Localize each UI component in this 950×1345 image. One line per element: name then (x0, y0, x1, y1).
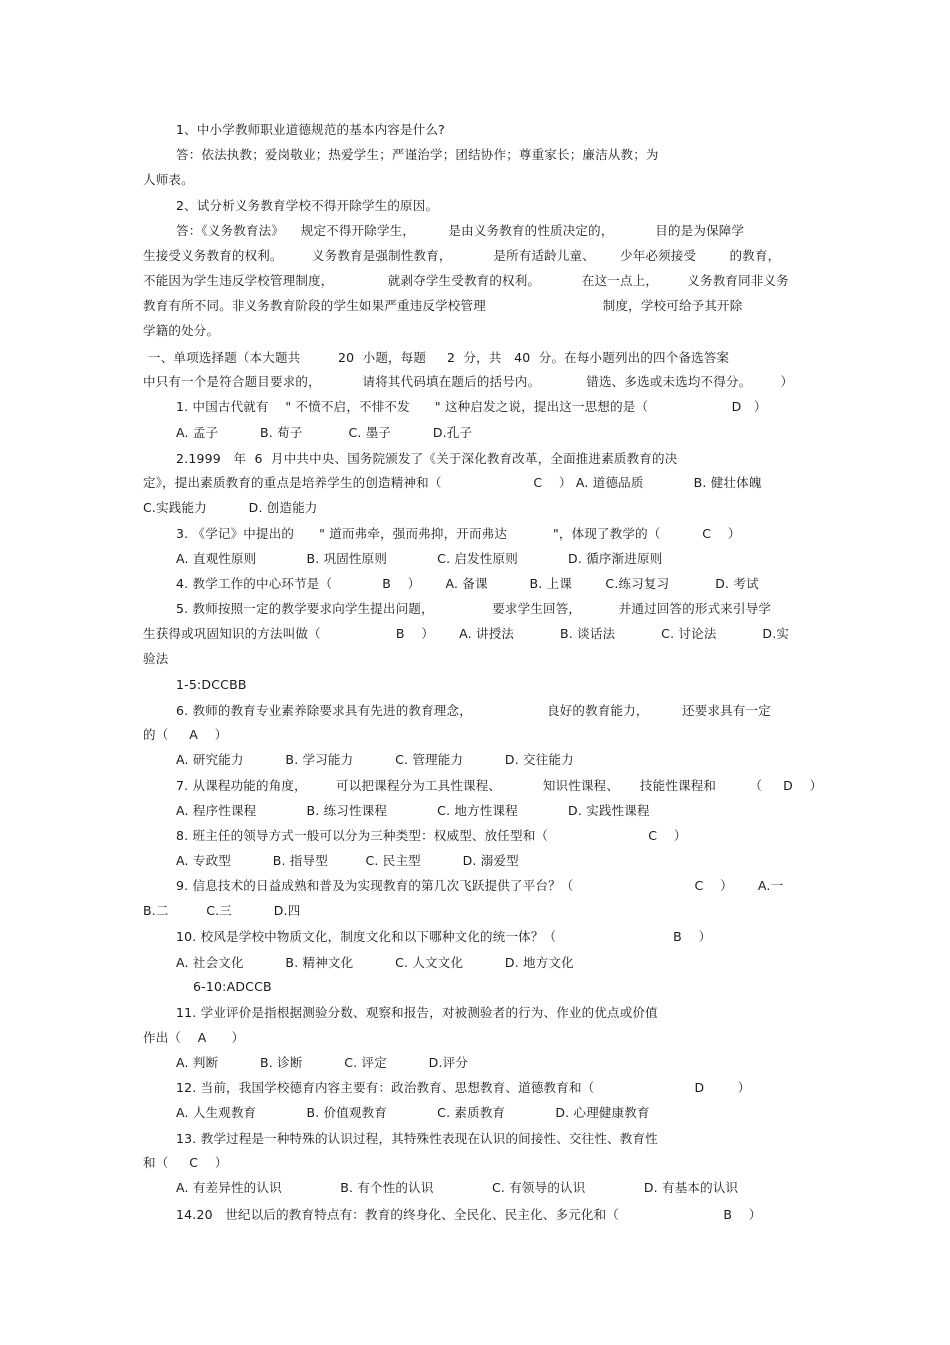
mcq-13-options: A. 有差异性的认识 B. 有个性的认识 C. 有领导的认识 D. 有基本的认识 (176, 1180, 739, 1195)
q2-answer-line5: 学籍的处分。 (143, 323, 220, 338)
mcq-2-line3: C.实践能力 D. 创造能力 (143, 500, 318, 515)
mcq-6-line1: 6. 教师的教育专业素养除要求具有先进的教育理念， 良好的教育能力， 还要求具有一定 (176, 703, 771, 718)
mcq-14: 14.20 世纪以后的教育特点有：教育的终身化、全民化、民主化、多元化和（ B ） (176, 1207, 762, 1222)
mcq-2-line2: 定》，提出素质教育的重点是培养学生的创造精神和（ C ） A. 道德品质 B. 健壮体魄 (143, 475, 762, 490)
answers-1-5: 1-5:DCCBB (176, 677, 247, 692)
mcq-5-line2: 生获得或巩固知识的方法叫做（ B ） A. 讲授法 B. 谈话法 C. 讨论法 D.实 (143, 626, 790, 641)
mcq-1: 1. 中国古代就有 " 不愤不启，不悱不发 " 这种启发之说，提出这一思想的是（ D ） (176, 399, 767, 414)
q2-question: 2、试分析义务教育学校不得开除学生的原因。 (176, 198, 439, 213)
mcq-9-line2: B.二 C.三 D.四 (143, 903, 301, 918)
mcq-11-options: A. 判断 B. 诊断 C. 评定 D.评分 (176, 1055, 469, 1070)
mcq-13-line2: 和（ C ） (143, 1155, 228, 1170)
mcq-7: 7. 从课程功能的角度， 可以把课程分为工具性课程、 知识性课程、 技能性课程和 （ D ） (176, 778, 823, 793)
mcq-12-options: A. 人生观教育 B. 价值观教育 C. 素质教育 D. 心理健康教育 (176, 1105, 650, 1120)
mcq-10-options: A. 社会文化 B. 精神文化 C. 人文文化 D. 地方文化 (176, 955, 574, 970)
q1-answer-line1: 答：依法执教；爱岗敬业；热爱学生；严谨治学；团结协作；尊重家长；廉洁从教；为 (176, 147, 659, 162)
mcq-4: 4. 教学工作的中心环节是（ B ） A. 备课 B. 上课 C.练习复习 D. 考试 (176, 576, 759, 591)
mcq-13-line1: 13. 教学过程是一种特殊的认识过程，其特殊性表现在认识的间接性、交往性、教育性 (176, 1131, 658, 1146)
section-heading-line1: 一、单项选择题（本大题共 20 小题，每题 2 分，共 40 分。在每小题列出的四个备选答案 (148, 350, 730, 365)
answers-6-10: 6-10:ADCCB (193, 979, 272, 994)
mcq-6-options: A. 研究能力 B. 学习能力 C. 管理能力 D. 交往能力 (176, 752, 574, 767)
mcq-2-line1: 2.1999 年 6 月中共中央、国务院颁发了《关于深化教育改革，全面推进素质教育的决 (176, 451, 678, 466)
mcq-1-options: A. 孟子 B. 荀子 C. 墨子 D.孔子 (176, 425, 473, 440)
mcq-3: 3. 《学记》中提出的 " 道而弗牵，强而弗抑，开而弗达 "，体现了教学的（ C ） (176, 526, 741, 541)
mcq-12: 12. 当前，我国学校德育内容主要有：政治教育、思想教育、道德教育和（ D ） (176, 1080, 751, 1095)
q2-answer-line2: 生接受义务教育的权利。 义务教育是强制性教育， 是所有适龄儿童、 少年必须接受 的教育， (143, 248, 781, 263)
mcq-10: 10. 校风是学校中物质文化，制度文化和以下哪种文化的统一体？（ B ） (176, 929, 712, 944)
mcq-5-line3: 验法 (143, 651, 169, 666)
section-heading-line2: 中只有一个是符合题目要求的， 请将其代码填在题后的括号内。 错选、多选或未选均不得分。 ） (143, 374, 794, 389)
mcq-5-line1: 5. 教师按照一定的教学要求向学生提出问题， 要求学生回答， 并通过回答的形式来引导学 (176, 601, 772, 616)
mcq-8-options: A. 专政型 B. 指导型 C. 民主型 D. 溺爱型 (176, 853, 519, 868)
mcq-9-line1: 9. 信息技术的日益成熟和普及为实现教育的第几次飞跃提供了平台？（ C ） A.一 (176, 878, 784, 893)
q1-answer-line2: 人师表。 (143, 172, 194, 187)
q2-answer-line1: 答：《义务教育法》 规定不得开除学生， 是由义务教育的性质决定的， 目的是为保障学 (176, 223, 745, 238)
mcq-3-options: A. 直观性原则 B. 巩固性原则 C. 启发性原则 D. 循序渐进原则 (176, 551, 663, 566)
mcq-7-options: A. 程序性课程 B. 练习性课程 C. 地方性课程 D. 实践性课程 (176, 803, 650, 818)
q2-answer-line4: 教育有所不同。非义务教育阶段的学生如果严重违反学校管理 制度，学校可给予其开除 (143, 298, 743, 313)
q1-question: 1、中小学教师职业道德规范的基本内容是什么? (176, 122, 445, 137)
q2-answer-line3: 不能因为学生违反学校管理制度， 就剥夺学生受教育的权利。 在这一点上， 义务教育同非义务 (143, 273, 789, 288)
mcq-11-line1: 11. 学业评价是指根据测验分数、观察和报告，对被测验者的行为、作业的优点或价值 (176, 1005, 658, 1020)
mcq-11-line2: 作出（ A ） (143, 1030, 245, 1045)
mcq-6-line2: 的（ A ） (143, 727, 228, 742)
mcq-8: 8. 班主任的领导方式一般可以分为三种类型：权威型、放任型和（ C ） (176, 828, 687, 843)
